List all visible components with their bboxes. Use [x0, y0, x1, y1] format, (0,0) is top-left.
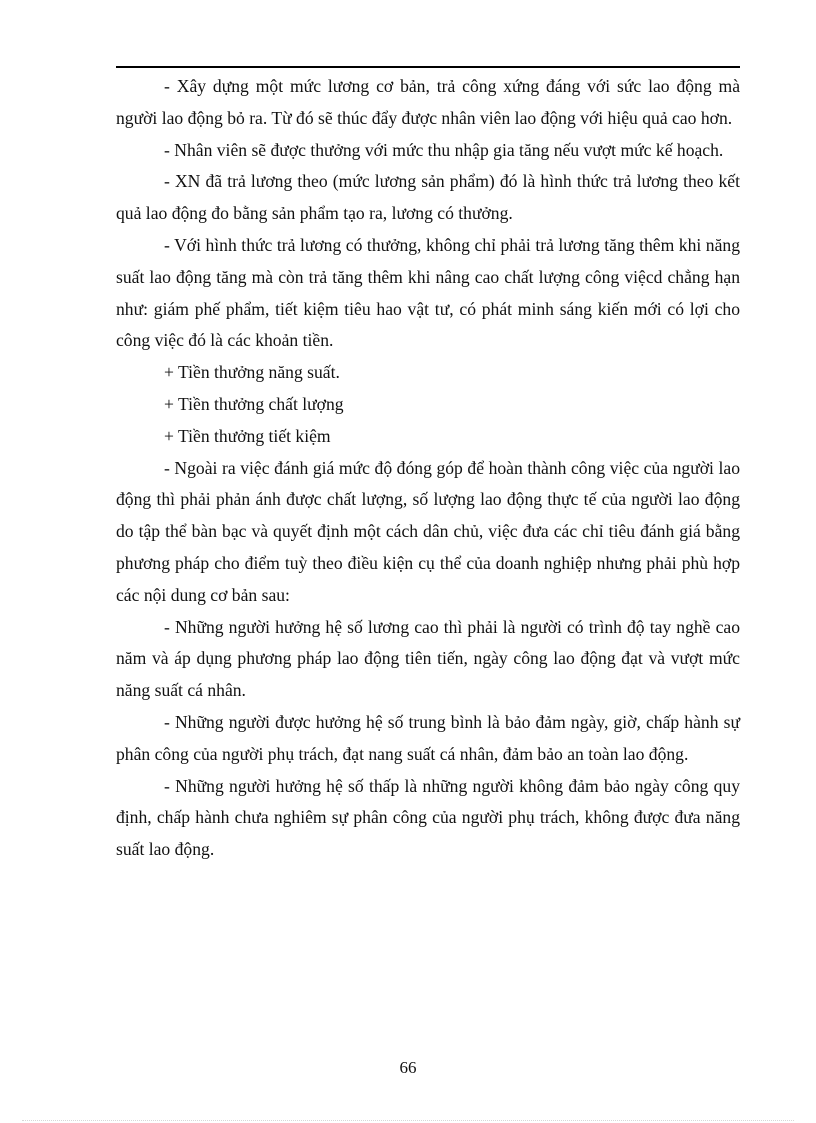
paragraph-evaluation: - Ngoài ra việc đánh giá mức độ đóng góp để hoàn thành công việc của người lao động thì phải phản ánh được chất lượng, số lượng lao động thực tế của người lao động do tập thể bàn bạc và quyết định một cách dân chủ, việc đưa các chỉ tiêu đánh giá bằng phương pháp cho điểm tuỳ theo điều kiện cụ thể của doanh nghiệp nhưng phải phù hợp các nội dung cơ bản sau: — [116, 457, 740, 605]
page-number: 66 — [399, 1058, 417, 1077]
body-text — [116, 71, 740, 866]
paragraph-average-coefficient: - Những người được hưởng hệ số trung bình là bảo đảm ngày, giờ, chấp hành sự phân công của người phụ trách, đạt nang suất cá nhân, đảm bảo an toàn lao động. — [116, 711, 740, 764]
header-rule — [116, 66, 740, 68]
bullet-productivity-bonus: + Tiền thưởng năng suất. — [164, 362, 340, 383]
paragraph-bonus-income: - Nhân viên sẽ được thưởng với mức thu nhập gia tăng nếu vượt mức kế hoạch. — [164, 139, 724, 160]
bullet-quality-bonus: + Tiền thưởng chất lượng — [164, 393, 344, 414]
footer-dotted-rule — [22, 1120, 794, 1121]
paragraph-low-coefficient: - Những người hưởng hệ số thấp là những người không đảm bảo ngày công quy định, chấp hành chưa nghiêm sự phân công của người phụ trách, không được đưa năng suất lao động. — [116, 775, 740, 860]
paragraph-high-coefficient: - Những người hưởng hệ số lương cao thì phải là người có trình độ tay nghề cao năm và áp dụng phương pháp lao động tiên tiến, ngày công lao động đạt và vượt mức năng suất cá nhân. — [116, 616, 740, 701]
paragraph-base-salary: - Xây dựng một mức lương cơ bản, trả công xứng đáng với sức lao động mà người lao động bỏ ra. Từ đó sẽ thúc đẩy được nhân viên lao động với hiệu quả cao hơn. — [116, 76, 740, 128]
paragraph-piece-rate: - XN đã trả lương theo (mức lương sản phẩm) đó là hình thức trả lương theo kết quả lao động đo bằng sản phẩm tạo ra, lương có thưởng. — [116, 171, 740, 224]
paragraph-bonus-form: - Với hình thức trả lương có thưởng, không chỉ phải trả lương tăng thêm khi năng suất lao động tăng mà còn trả tăng thêm khi nâng cao chất lượng công việcd chẳng hạn như: giám phế phẩm, tiết kiệm tiêu hao vật tư, có phát minh sáng kiến mới có lợi cho công việc đó là các khoản tiền. — [116, 234, 740, 351]
bullet-saving-bonus: + Tiền thưởng tiết kiệm — [164, 425, 331, 446]
